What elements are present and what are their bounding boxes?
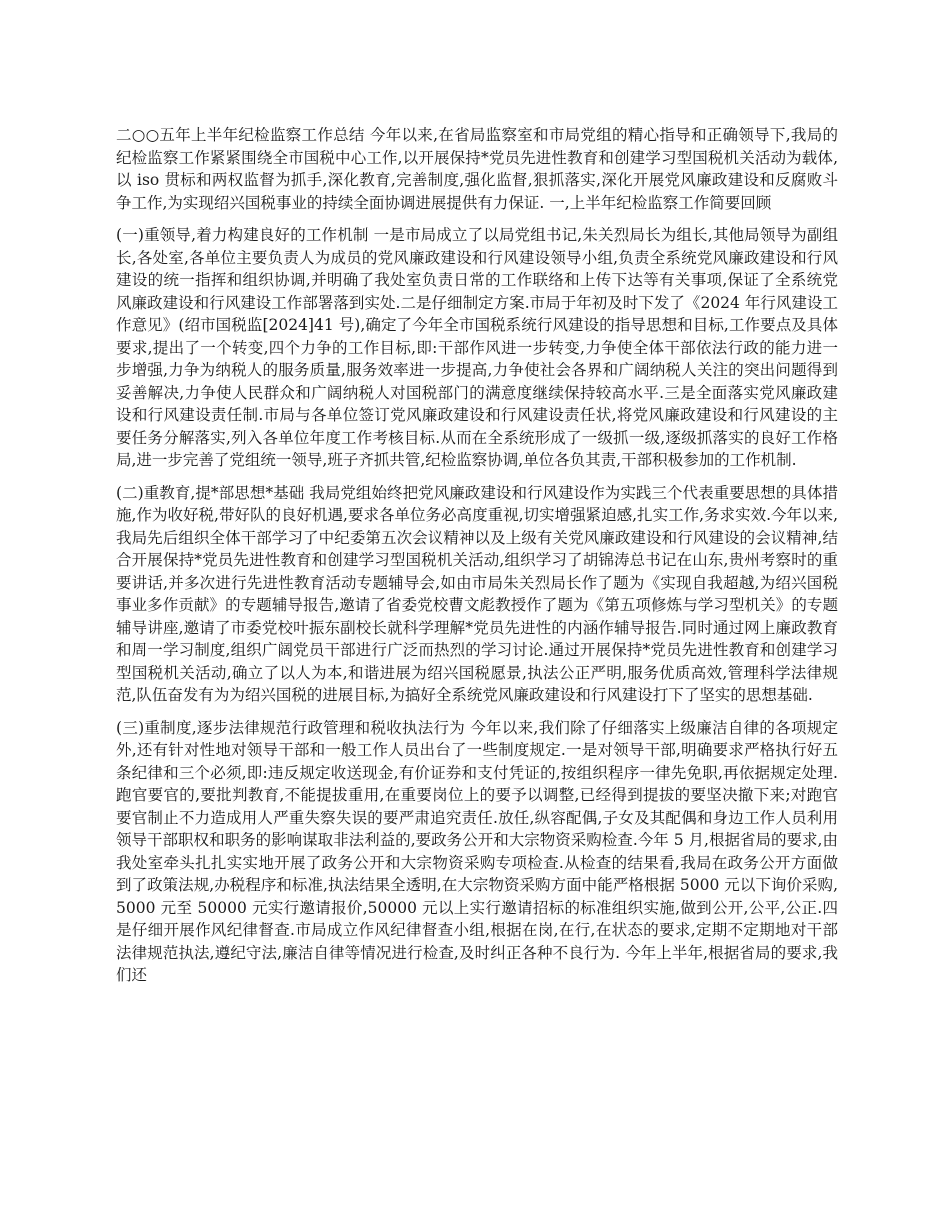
paragraph-section-2: (二)重教育,提*部思想*基础 我局党组始终把党风廉政建设和行风建设作为实践三个代表重要思想的具体措施,作为收好税,带好队的良好机遇,要求各单位务必高度重视,切实增强紧迫感,扎实工作,务求实效.今年以来,我局先后组织全体干部学习了中纪委第五次会议精神以及上级有关党风廉政建设和行风建设的会议精神,结合开展保持*党员先进性教育和创建学习型国税机关活动,组织学习了胡锦涛总书记在山东,贵州考察时的重要讲话,并多次进行先进性教育活动专题辅导会,如由市局朱关烈局长作了题为《实现自我超越,为绍兴国税事业多作贡献》的专题辅导报告,邀请了省委党校曹文彪教授作了题为《第五项修炼与学习型机关》的专题辅导讲座,邀请了市委党校叶振东副校长就科学理解*党员先进性的内涵作辅导报告.同时通过网上廉政教育和周一学习制度,组织广阔党员干部进行广泛而热烈的学习讨论.通过开展保持*党员先进性教育和创建学习型国税机关活动,确立了以人为本,和谐进展为绍兴国税愿景,执法公正严明,服务优质高效,管理科学法律规范,队伍奋发有为为绍兴国税的进展目标,为搞好全系统党风廉政建设和行风建设打下了坚实的思想基础.	[116, 483, 838, 704]
paragraph-section-1: (一)重领导,着力构建良好的工作机制 一是市局成立了以局党组书记,朱关烈局长为组长,其他局领导为副组长,各处室,各单位主要负责人为成员的党风廉政建设和行风建设领导小组,负责全系统党风廉政建设和行风建设的统一指挥和组织协调,并明确了我处室负责日常的工作联络和上传下达等有关事项,保证了全系统党风廉政建设和行风建设工作部署落到实处.二是仔细制定方案.市局于年初及时下发了《2024 年行风建设工作意见》(绍市国税监[2024]41 号),确定了今年全市国税系统行风建设的指导思想和目标,工作要点及具体要求,提出了一个转变,四个力争的工作目标,即:干部作风进一步转变,力争使全体干部依法行政的能力进一步增强,力争为纳税人的服务质量,服务效率进一步提高,力争使社会各界和广阔纳税人关注的突出问题得到妥善解决,力争使人民群众和广阔纳税人对国税部门的满意度继续保持较高水平.三是全面落实党风廉政建设和行风建设责任制.市局与各单位签订党风廉政建设和行风建设责任状,将党风廉政建设和行风建设的主要任务分解落实,列入各单位年度工作考核目标.从而在全系统形成了一级抓一级,逐级抓落实的良好工作格局,进一步完善了党组统一领导,班子齐抓共管,纪检监察协调,单位各负其责,干部积极参加的工作机制.	[116, 226, 838, 469]
paragraph-section-3: (三)重制度,逐步法律规范行政管理和税收执法行为 今年以来,我们除了仔细落实上级廉洁自律的各项规定外,还有针对性地对领导干部和一般工作人员出台了一些制度规定.一是对领导干部,明确要求严格执行好五条纪律和三个必须,即:违反规定收送现金,有价证券和支付凭证的,按组织程序一律先免职,再依据规定处理.跑官要官的,要批判教育,不能提拔重用,在重要岗位上的要予以调整,已经得到提拔的要坚决撤下来;对跑官要官制止不力造成用人严重失察失误的要严肃追究责任.放任,纵容配偶,子女及其配偶和身边工作人员利用领导干部职权和职务的影响谋取非法利益的,要政务公开和大宗物资采购检查.今年 5 月,根据省局的要求,由我处室牵头扎扎实实地开展了政务公开和大宗物资采购专项检查.从检查的结果看,我局在政务公开方面做到了政策法规,办税程序和标准,执法结果全透明,在大宗物资采购方面中能严格根据 5000 元以下询价采购,5000 元至 50000 元实行邀请报价,50000 元以上实行邀请招标的标准组织实施,做到公开,公平,公正.四是仔细开展作风纪律督查.市局成立作风纪律督查小组,根据在岗,在行,在状态的要求,定期不定期地对干部法律规范执法,遵纪守法,廉洁自律等情况进行检查,及时纠正各种不良行为. 今年上半年,根据省局的要求,我们还	[116, 718, 838, 984]
paragraph-intro: 二○○五年上半年纪检监察工作总结 今年以来,在省局监察室和市局党组的精心指导和正确领导下,我局的纪检监察工作紧紧围绕全市国税中心工作,以开展保持*党员先进性教育和创建学习型国税机关活动为载体,以 iso 贯标和两权监督为抓手,深化教育,完善制度,强化监督,狠抓落实,深化开展党风廉政建设和反腐败斗争工作,为实现绍兴国税事业的持续全面协调进展提供有力保证. 一,上半年纪检监察工作简要回顾	[116, 126, 838, 212]
document-body	[116, 124, 838, 997]
